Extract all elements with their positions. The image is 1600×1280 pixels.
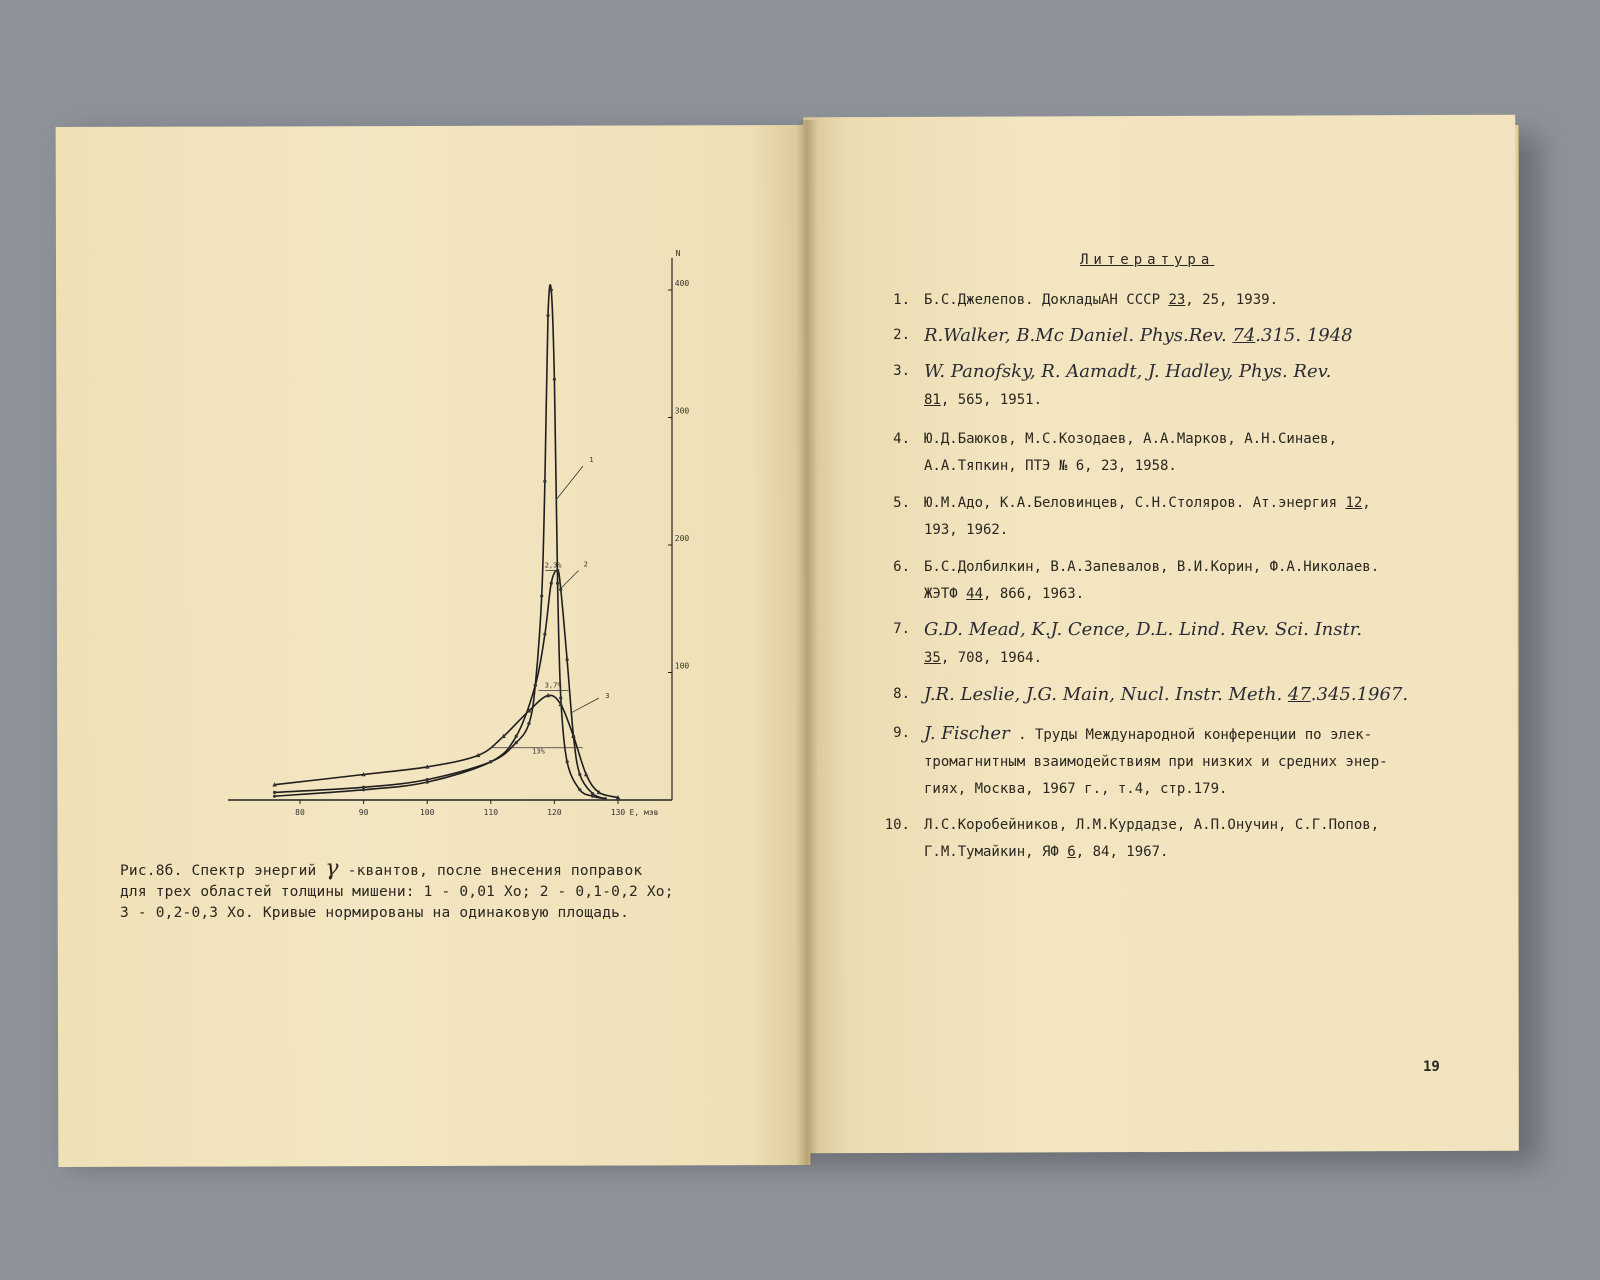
- series-2-point-13: [591, 792, 594, 795]
- curve-label-1: 1: [589, 456, 594, 465]
- caption-line-3: 3 - 0,2-0,3 Хо. Кривые нормированы на одинаковую площадь.: [120, 905, 629, 921]
- series-2-point-6: [543, 633, 546, 636]
- x-tick-label-4: 120: [547, 808, 562, 817]
- x-tick-label-0: 80: [295, 808, 305, 817]
- series-1-point-9: [546, 314, 549, 317]
- series-1-point-4: [515, 741, 518, 744]
- annotation-width-2: 3,7%: [544, 681, 562, 690]
- series-2-point-14: [604, 797, 607, 800]
- series-1-point-11: [553, 378, 556, 381]
- annotation-width-1: 2,3%: [544, 561, 562, 570]
- label-leader-3: [570, 698, 599, 713]
- series-1-point-12: [556, 582, 559, 585]
- series-3-point-8: [571, 734, 576, 738]
- figure-caption: [120, 858, 760, 924]
- series-line-3: [275, 695, 618, 797]
- series-line-1: [275, 285, 606, 799]
- y-tick-label-3: 400: [674, 279, 690, 288]
- x-tick-label-3: 110: [483, 808, 499, 817]
- caption-line-1: Рис.8б. Спектр энергий γ -квантов, после внесения поправок: [120, 856, 643, 881]
- series-2-point-3: [489, 760, 492, 763]
- series-2-point-12: [578, 773, 581, 776]
- series-1-point-7: [540, 594, 543, 597]
- x-axis-label: E, мэв: [629, 808, 659, 817]
- y-tick-label-1: 200: [674, 534, 690, 543]
- series-2-point-5: [534, 684, 537, 687]
- series-2-point-7: [550, 582, 553, 585]
- y-tick-label-2: 300: [674, 406, 690, 416]
- label-leader-2: [559, 571, 578, 590]
- x-tick-label-5: 130: [610, 808, 626, 817]
- caption-line-2: для трех областей толщины мишени: 1 - 0,01 Хо; 2 - 0,1-0,2 Хо;: [120, 884, 674, 900]
- label-leader-1: [556, 466, 583, 500]
- series-1-point-10: [550, 288, 553, 291]
- series-1-point-13: [559, 696, 562, 699]
- series-2-point-4: [515, 735, 518, 738]
- series-1-point-14: [566, 760, 569, 763]
- y-axis-label: N: [675, 249, 681, 258]
- series-1-point-5: [527, 722, 530, 725]
- curve-label-3: 3: [605, 692, 610, 700]
- y-tick-label-0: 100: [674, 661, 690, 671]
- series-1-point-0: [273, 791, 276, 794]
- series-2-point-10: [566, 658, 569, 661]
- x-tick-label-2: 100: [419, 808, 435, 817]
- series-1-point-15: [578, 788, 581, 791]
- series-2-point-0: [273, 795, 276, 798]
- page-number: 19: [1423, 1059, 1440, 1075]
- annotation-width-3: 13%: [532, 747, 545, 756]
- gamma-symbol: γ: [325, 856, 339, 881]
- series-2-point-1: [362, 788, 365, 791]
- references-title: Литература: [1080, 252, 1215, 268]
- curve-label-2: 2: [583, 560, 588, 569]
- series-1-point-8: [543, 480, 546, 483]
- series-2-point-2: [426, 781, 429, 784]
- x-tick-label-1: 90: [358, 808, 369, 817]
